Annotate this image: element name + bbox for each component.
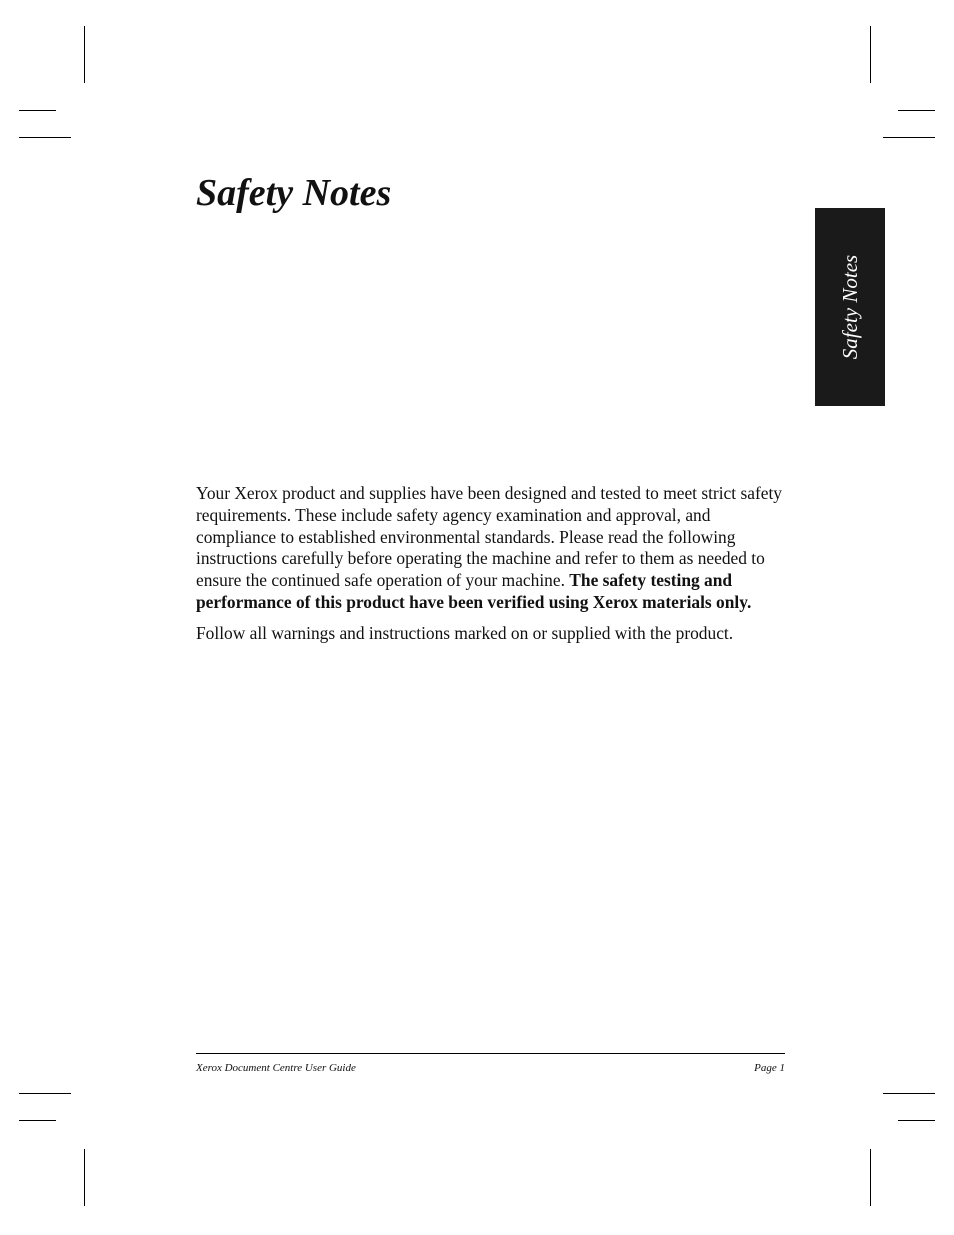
crop-mark-top-right-horizontal-2 [883,137,935,138]
crop-mark-top-right-horizontal-1 [898,110,935,111]
intro-paragraph-bold-text: The safety testing and performance of this product have been verified using Xerox materials only. [196,570,752,612]
footer-rule [196,1053,785,1054]
crop-mark-top-left-horizontal-1 [19,110,56,111]
intro-paragraph-text: Your Xerox product and supplies have been designed and tested to meet strict safety requirements. These include safety agency examination and approval, and compliance to established environmental standards. Please read the following instructions carefully before operating the machine and refer to them as needed to ensure the continued safe operation of your machine. [196,483,782,591]
crop-mark-bottom-left-horizontal-1 [19,1093,71,1094]
footer-guide-name: Xerox Document Centre User Guide [196,1062,356,1074]
crop-mark-top-left-horizontal-2 [19,137,71,138]
intro-paragraph [196,483,788,614]
footer-page-number: Page 1 [754,1062,785,1074]
body-text [196,483,788,654]
crop-mark-bottom-left-vertical [84,1149,85,1206]
crop-mark-bottom-left-horizontal-2 [19,1120,56,1121]
crop-mark-bottom-right-horizontal-2 [898,1120,935,1121]
section-tab-label: Safety Notes [838,254,862,360]
crop-mark-bottom-right-vertical [870,1149,871,1206]
crop-mark-top-right-vertical [870,26,871,83]
warnings-paragraph: Follow all warnings and instructions marked on or supplied with the product. [196,622,734,643]
crop-mark-top-left-vertical [84,26,85,83]
page-title: Safety Notes [196,172,392,214]
section-tab [815,208,885,406]
crop-mark-bottom-right-horizontal-1 [883,1093,935,1094]
